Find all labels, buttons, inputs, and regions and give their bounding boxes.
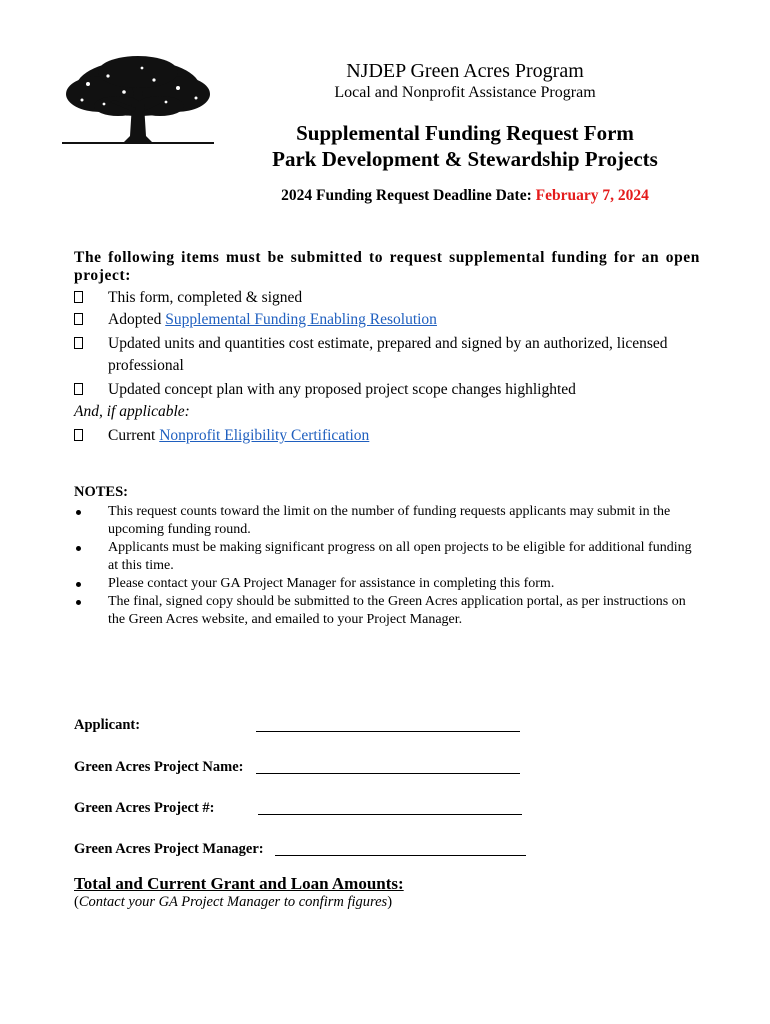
list-item [74,333,700,377]
project-manager-field [74,840,264,858]
program-name: NJDEP Green Acres Program [346,60,584,82]
checkbox[interactable] [74,429,83,441]
notes-heading: NOTES: [74,484,128,500]
applicant-field [74,716,140,734]
checkbox[interactable] [74,337,83,349]
note-text: Please contact your GA Project Manager for assistance in completing this form. [108,576,555,591]
totals-note-open: ( [74,894,79,910]
list-item [74,575,700,593]
item-prefix: Current [108,427,160,444]
checkbox[interactable] [74,383,83,395]
totals-note-close: ) [387,894,393,910]
required-items-list [74,287,700,401]
optional-items-list [74,425,700,447]
note-text: This request counts toward the limit on the number of funding requests applicants may submit in the upcoming funding round. [108,504,671,537]
project-number-input[interactable] [258,799,522,815]
item-text: Updated concept plan with any proposed project scope changes highlighted [108,381,576,398]
notes-list [74,503,700,629]
oak-tree-logo-icon [58,54,218,150]
item-prefix: Adopted [108,311,166,328]
nonprofit-eligibility-link[interactable]: Nonprofit Eligibility Certification [159,427,370,444]
deadline [222,187,708,205]
deadline-label: 2024 Funding Request Deadline Date: [281,187,532,204]
enabling-resolution-link[interactable]: Supplemental Funding Enabling Resolution [165,311,437,328]
subprogram-name: Local and Nonprofit Assistance Program [334,84,596,101]
applicant-label: Applicant: [74,717,141,733]
form-title-line2: Park Development & Stewardship Projects [272,147,658,171]
list-item [74,287,700,309]
applicant-input[interactable] [256,716,520,732]
intro-text: The following items must be submitted to request supplemental funding for an open project: [74,249,700,284]
note-text: The final, signed copy should be submitted to the Green Acres application portal, as per instructions on the Green Acres website, and emailed to your Project Manager. [108,594,686,627]
and-if-applicable: And, if applicable: [74,403,190,420]
bullet-icon [76,600,81,605]
bullet-icon [76,546,81,551]
list-item [74,379,700,401]
item-text: Updated units and quantities cost estimate, prepared and signed by an authorized, licensed professional [108,335,668,374]
checkbox[interactable] [74,313,83,325]
deadline-date: February 7, 2024 [535,187,649,204]
list-item [74,539,700,575]
item-text: This form, completed & signed [108,289,303,306]
totals-heading: Total and Current Grant and Loan Amounts: [74,874,404,893]
list-item [74,503,700,539]
list-item [74,309,700,331]
totals-note-text: Contact your GA Project Manager to confirm figures [78,894,388,910]
project-number-field [74,799,215,817]
checkbox[interactable] [74,291,83,303]
bullet-icon [76,582,81,587]
project-name-input[interactable] [256,758,520,774]
bullet-icon [76,510,81,515]
totals-note [74,894,392,911]
project-manager-label: Green Acres Project Manager: [74,841,264,857]
project-manager-input[interactable] [275,840,526,856]
form-title [222,120,708,172]
note-text: Applicants must be making significant progress on all open projects to be eligible for additional funding at this time. [108,540,692,573]
project-name-label: Green Acres Project Name: [74,759,244,775]
project-name-field [74,758,244,776]
project-number-label: Green Acres Project #: [74,800,215,816]
form-title-line1: Supplemental Funding Request Form [296,121,634,145]
list-item [74,425,700,447]
list-item [74,593,700,629]
